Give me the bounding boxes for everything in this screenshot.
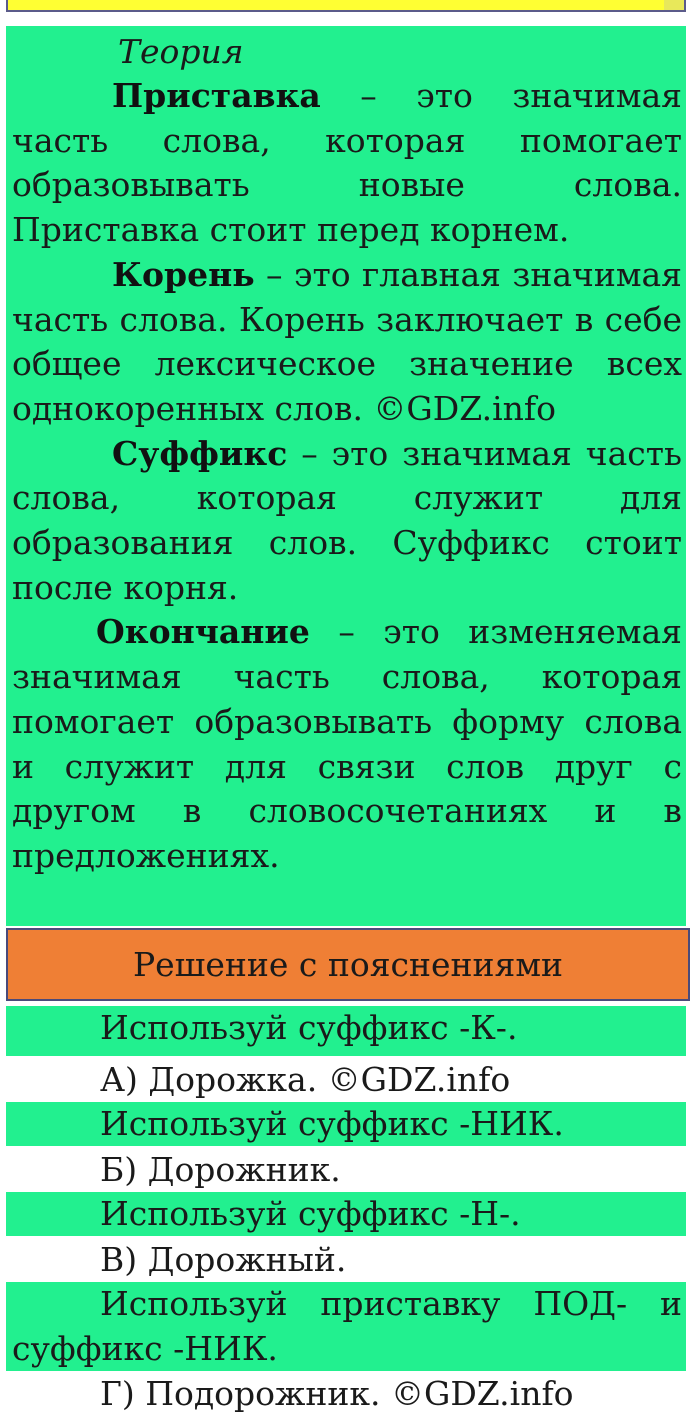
answer-row bbox=[6, 1372, 686, 1416]
hint-row bbox=[6, 1192, 686, 1236]
theory-paragraph-prefix bbox=[12, 74, 682, 253]
hint-text: Используй суффикс -К-. bbox=[100, 1008, 518, 1047]
answer-text: В) Дорожный. bbox=[100, 1240, 347, 1279]
answer-row bbox=[6, 1058, 686, 1102]
theory-paragraph-ending bbox=[12, 610, 682, 878]
hint-row bbox=[6, 1006, 686, 1056]
theory-section bbox=[6, 26, 686, 926]
solution-header: Решение с пояснениями bbox=[6, 928, 690, 1001]
answer-row bbox=[6, 1238, 686, 1282]
answer-row bbox=[6, 1148, 686, 1192]
answer-text: А) Дорожка. ©GDZ.info bbox=[100, 1060, 511, 1099]
hint-row bbox=[6, 1102, 686, 1146]
theory-label: Теория bbox=[118, 32, 244, 71]
hint-text: Используй суффикс -НИК. bbox=[100, 1104, 564, 1143]
term-suffix: Суффикс bbox=[112, 433, 288, 473]
hint-row bbox=[6, 1282, 686, 1371]
banner-fold-corner bbox=[664, 0, 686, 12]
definition-prefix: – это значимая часть слова, которая помогает образовывать новые слова. Приставка стоит перед корнем. bbox=[12, 76, 682, 250]
top-banner bbox=[6, 0, 666, 12]
definition-root: – это главная значимая часть слова. Корень заключает в себе общее лексическое значение всех однокоренных слов. ©GDZ.info bbox=[12, 254, 682, 428]
definition-suffix: – это значимая часть слова, которая служит для образования слов. Суффикс стоит после корня. bbox=[12, 433, 682, 607]
hint-text: Используй суффикс -Н-. bbox=[100, 1194, 521, 1233]
theory-paragraph-root bbox=[12, 253, 682, 432]
answer-text: Б) Дорожник. bbox=[100, 1150, 341, 1189]
answer-text: Г) Подорожник. ©GDZ.info bbox=[100, 1374, 574, 1413]
theory-paragraph-suffix bbox=[12, 432, 682, 611]
term-ending: Окончание bbox=[96, 612, 310, 652]
hint-text: Используй приставку ПОД- и суффикс -НИК. bbox=[12, 1284, 682, 1368]
term-root: Корень bbox=[112, 254, 255, 294]
term-prefix: Приставка bbox=[112, 76, 321, 115]
definition-ending: – это изменяемая значимая часть слова, которая помогает образовывать форму слова и служит для связи слов друг с другом в словосочетаниях и в предложениях. bbox=[12, 612, 682, 875]
